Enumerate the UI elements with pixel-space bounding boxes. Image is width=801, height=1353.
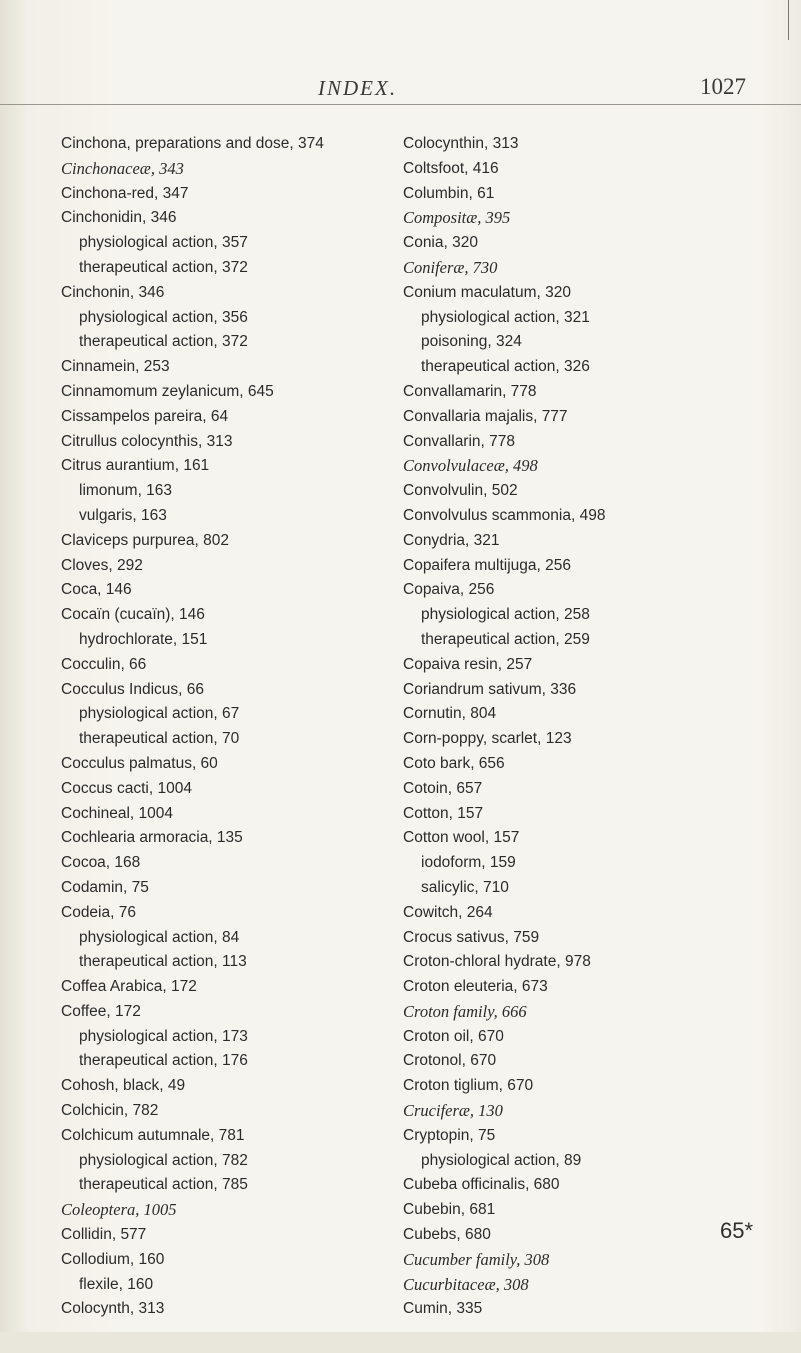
index-entry: Citrus aurantium, 161 [61, 457, 210, 475]
index-entry: Convallamarin, 778 [403, 382, 537, 400]
index-entry: Copaiva resin, 257 [403, 655, 533, 673]
index-entry: Collodium, 160 [61, 1250, 165, 1268]
index-entry: Cocculus palmatus, 60 [61, 754, 218, 772]
index-subentry: hydrochlorate, 151 [79, 630, 208, 648]
index-entry: Conia, 320 [403, 234, 478, 252]
index-entry: Codamin, 75 [61, 878, 149, 896]
page-bottom-edge [0, 1332, 801, 1353]
index-subentry: therapeutical action, 259 [421, 630, 590, 648]
index-entry: Croton-chloral hydrate, 978 [403, 953, 591, 971]
index-entry: Cumin, 335 [403, 1300, 483, 1318]
index-entry: Croton oil, 670 [403, 1027, 504, 1045]
index-entry: Croton tiglium, 670 [403, 1077, 534, 1095]
signature-mark: 65* [720, 1218, 754, 1243]
index-entry: Coniferæ, 730 [403, 257, 498, 277]
index-subentry: therapeutical action, 113 [79, 953, 247, 971]
index-entry: Colocynthin, 313 [403, 135, 519, 152]
index-entry: Coltsfoot, 416 [403, 159, 499, 177]
index-entry: Cochineal, 1004 [61, 804, 174, 822]
index-entry: Cloves, 292 [61, 556, 143, 574]
index-entry: Coto bark, 656 [403, 754, 505, 772]
header-title: INDEX. [318, 76, 398, 100]
index-entry: Citrullus colocynthis, 313 [61, 432, 233, 450]
index-entry: Cocculus Indicus, 66 [61, 680, 205, 698]
index-entry: Cinchona, preparations and dose, 374 [61, 135, 324, 152]
index-entry: Cotoin, 657 [403, 779, 483, 797]
index-entry: Coriandrum sativum, 336 [403, 680, 577, 698]
index-subentry: iodoform, 159 [421, 854, 516, 872]
running-header [0, 74, 801, 104]
index-subentry: physiological action, 258 [421, 606, 590, 624]
index-entry: Cruciferæ, 130 [403, 1101, 503, 1121]
index-entry: Cinchonaceæ, 343 [61, 158, 184, 178]
left-index-column [61, 132, 391, 1322]
index-subentry: physiological action, 84 [79, 928, 240, 946]
index-entry: Coccus cacti, 1004 [61, 779, 192, 797]
index-entry: Convolvulaceæ, 498 [403, 456, 538, 476]
index-entry: Coca, 146 [61, 581, 132, 599]
index-entry: Colchicin, 782 [61, 1102, 159, 1120]
index-subentry: therapeutical action, 372 [79, 333, 248, 351]
index-entry: Cucurbitaceæ, 308 [403, 1274, 529, 1294]
index-subentry: physiological action, 782 [79, 1151, 248, 1169]
page-number: 1027 [700, 74, 746, 99]
index-entry: Claviceps purpurea, 802 [61, 531, 230, 549]
margin-line [788, 0, 789, 40]
index-entry: Cinchonin, 346 [61, 283, 165, 301]
index-entry: Codeia, 76 [61, 903, 136, 921]
index-entry: Colchicum autumnale, 781 [61, 1126, 245, 1144]
index-entry: Coffea Arabica, 172 [61, 978, 197, 996]
index-subentry: therapeutical action, 785 [79, 1176, 248, 1194]
index-subentry: therapeutical action, 70 [79, 730, 240, 748]
index-entry: Convallarin, 778 [403, 432, 516, 450]
index-entry: Cucumber family, 308 [403, 1249, 550, 1269]
index-entry: Cocoa, 168 [61, 854, 141, 872]
index-entry: Cohosh, black, 49 [61, 1077, 186, 1095]
header-rule [0, 104, 801, 105]
index-entry: Cowitch, 264 [403, 903, 493, 921]
index-entry: Compositæ, 395 [403, 208, 511, 228]
index-entry: Copaiva, 256 [403, 581, 495, 599]
index-entry: Columbin, 61 [403, 184, 495, 202]
index-subentry: therapeutical action, 176 [79, 1052, 248, 1070]
index-entry: Conydria, 321 [403, 531, 500, 549]
index-subentry: therapeutical action, 326 [421, 358, 590, 376]
index-entry: Croton family, 666 [403, 1001, 527, 1021]
index-entry: Cinchona-red, 347 [61, 184, 189, 202]
index-entry: Convolvulus scammonia, 498 [403, 506, 606, 524]
index-subentry: poisoning, 324 [421, 333, 522, 351]
index-entry: Cochlearia armoracia, 135 [61, 829, 243, 847]
index-entry: Cornutin, 804 [403, 705, 497, 723]
index-entry: Croton eleuteria, 673 [403, 978, 548, 996]
index-entry: Cocculin, 66 [61, 655, 147, 673]
index-entry: Cubeba officinalis, 680 [403, 1176, 560, 1194]
index-subentry: flexile, 160 [79, 1275, 154, 1293]
index-entry: Cocaïn (cucaïn), 146 [61, 606, 205, 624]
index-entry: Copaifera multijuga, 256 [403, 556, 572, 574]
index-entry: Cryptopin, 75 [403, 1126, 496, 1144]
index-subentry: physiological action, 89 [421, 1151, 582, 1169]
index-entry: Cubebs, 680 [403, 1226, 491, 1244]
index-entry: Collidin, 577 [61, 1226, 147, 1244]
index-subentry: limonum, 163 [79, 482, 173, 500]
index-subentry: physiological action, 67 [79, 705, 240, 723]
index-subentry: physiological action, 357 [79, 234, 248, 252]
index-entry: Cinnamomum zeylanicum, 645 [61, 382, 274, 400]
index-entry: Convolvulin, 502 [403, 482, 518, 500]
index-entry: Cubebin, 681 [403, 1201, 496, 1219]
index-entry: Cinnamein, 253 [61, 358, 170, 376]
index-entry: Cissampelos pareira, 64 [61, 407, 229, 425]
index-subentry: physiological action, 356 [79, 308, 248, 326]
index-subentry: vulgaris, 163 [79, 506, 167, 524]
index-subentry: salicylic, 710 [421, 878, 509, 896]
index-subentry: physiological action, 173 [79, 1027, 248, 1045]
index-entry: Crotonol, 670 [403, 1052, 497, 1070]
index-entry: Convallaria majalis, 777 [403, 407, 568, 425]
index-subentry: physiological action, 321 [421, 308, 590, 326]
right-index-column [403, 132, 783, 1322]
index-entry: Coffee, 172 [61, 1002, 141, 1020]
index-subentry: therapeutical action, 372 [79, 258, 248, 276]
index-entry: Corn-poppy, scarlet, 123 [403, 730, 572, 748]
index-entry: Crocus sativus, 759 [403, 928, 540, 946]
index-entry: Conium maculatum, 320 [403, 283, 571, 301]
index-entry: Coleoptera, 1005 [61, 1200, 177, 1220]
index-entry: Cotton, 157 [403, 804, 484, 822]
index-entry: Cinchonidin, 346 [61, 209, 177, 227]
index-entry: Colocynth, 313 [61, 1300, 165, 1318]
index-entry: Cotton wool, 157 [403, 829, 520, 847]
